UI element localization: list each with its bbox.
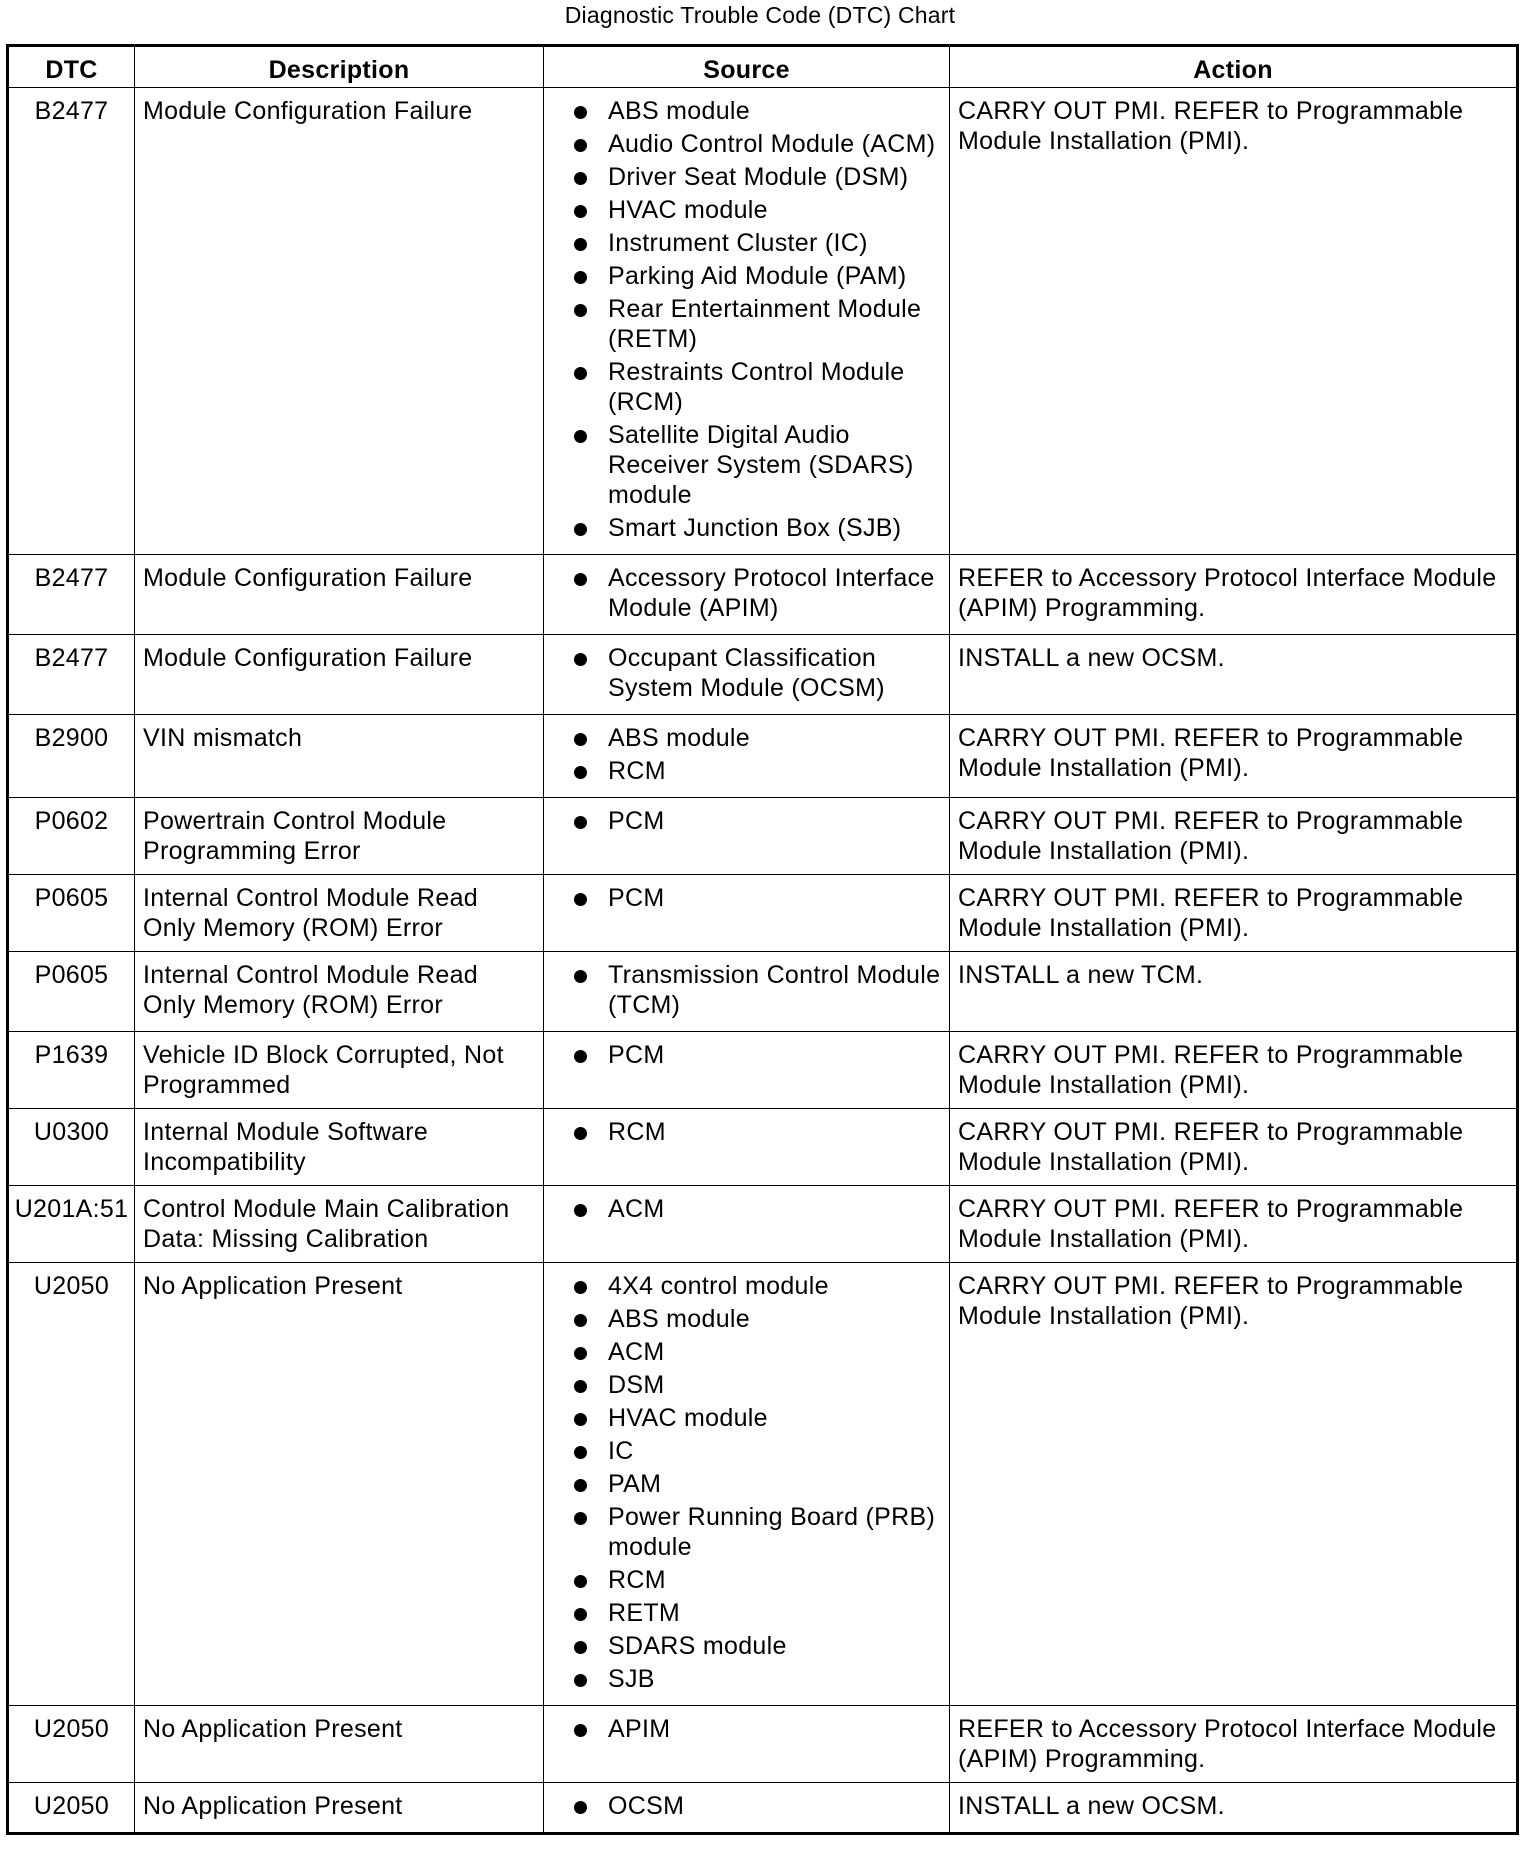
source-list bbox=[552, 960, 941, 1020]
source-cell bbox=[544, 875, 950, 952]
source-cell bbox=[544, 88, 950, 555]
action-cell: CARRY OUT PMI. REFER to Programmable Module Installation (PMI). bbox=[950, 798, 1518, 875]
source-cell bbox=[544, 1109, 950, 1186]
source-list-item: Restraints Control Module (RCM) bbox=[574, 357, 941, 417]
description-cell: No Application Present bbox=[135, 1706, 544, 1783]
dtc-code-cell: B2477 bbox=[8, 88, 135, 555]
dtc-code-cell: U201A:51 bbox=[8, 1186, 135, 1263]
table-row bbox=[8, 1186, 1518, 1263]
source-list-item: PAM bbox=[574, 1469, 941, 1499]
source-list bbox=[552, 1714, 941, 1744]
source-list bbox=[552, 1271, 941, 1694]
header-row bbox=[8, 46, 1518, 88]
source-list-item: 4X4 control module bbox=[574, 1271, 941, 1301]
table-row bbox=[8, 635, 1518, 715]
source-cell bbox=[544, 1706, 950, 1783]
description-cell: Internal Module Software Incompatibility bbox=[135, 1109, 544, 1186]
table-row bbox=[8, 1263, 1518, 1706]
source-list bbox=[552, 1040, 941, 1070]
description-cell: Internal Control Module Read Only Memory (ROM) Error bbox=[135, 952, 544, 1032]
source-list-item: PCM bbox=[574, 883, 941, 913]
dtc-table-body bbox=[8, 88, 1518, 1834]
action-cell: INSTALL a new TCM. bbox=[950, 952, 1518, 1032]
source-list-item: RCM bbox=[574, 756, 941, 786]
source-list-item: RCM bbox=[574, 1565, 941, 1595]
description-cell: Module Configuration Failure bbox=[135, 635, 544, 715]
source-cell bbox=[544, 1032, 950, 1109]
source-list bbox=[552, 723, 941, 786]
action-cell: CARRY OUT PMI. REFER to Programmable Module Installation (PMI). bbox=[950, 715, 1518, 798]
source-list-item: RCM bbox=[574, 1117, 941, 1147]
source-list bbox=[552, 1194, 941, 1224]
source-list-item: SDARS module bbox=[574, 1631, 941, 1661]
source-cell bbox=[544, 715, 950, 798]
column-header-description: Description bbox=[135, 46, 544, 88]
source-list bbox=[552, 883, 941, 913]
table-row bbox=[8, 875, 1518, 952]
description-cell: No Application Present bbox=[135, 1783, 544, 1834]
table-row bbox=[8, 555, 1518, 635]
source-list-item: Occupant Classification System Module (OCSM) bbox=[574, 643, 941, 703]
source-cell bbox=[544, 1783, 950, 1834]
source-list-item: HVAC module bbox=[574, 195, 941, 225]
source-list-item: Transmission Control Module (TCM) bbox=[574, 960, 941, 1020]
table-row bbox=[8, 715, 1518, 798]
source-list-item: IC bbox=[574, 1436, 941, 1466]
source-list-item: HVAC module bbox=[574, 1403, 941, 1433]
dtc-code-cell: U2050 bbox=[8, 1263, 135, 1706]
action-cell: CARRY OUT PMI. REFER to Programmable Module Installation (PMI). bbox=[950, 1032, 1518, 1109]
description-cell: Module Configuration Failure bbox=[135, 555, 544, 635]
source-list-item: APIM bbox=[574, 1714, 941, 1744]
dtc-code-cell: U2050 bbox=[8, 1706, 135, 1783]
description-cell: No Application Present bbox=[135, 1263, 544, 1706]
source-cell bbox=[544, 555, 950, 635]
source-list-item: Satellite Digital Audio Receiver System (SDARS) module bbox=[574, 420, 941, 510]
action-cell: INSTALL a new OCSM. bbox=[950, 635, 1518, 715]
column-header-source: Source bbox=[544, 46, 950, 88]
action-cell: INSTALL a new OCSM. bbox=[950, 1783, 1518, 1834]
source-list bbox=[552, 643, 941, 703]
dtc-code-cell: B2477 bbox=[8, 635, 135, 715]
action-cell: REFER to Accessory Protocol Interface Module (APIM) Programming. bbox=[950, 555, 1518, 635]
dtc-code-cell: B2900 bbox=[8, 715, 135, 798]
table-row bbox=[8, 952, 1518, 1032]
dtc-code-cell: U2050 bbox=[8, 1783, 135, 1834]
action-cell: CARRY OUT PMI. REFER to Programmable Module Installation (PMI). bbox=[950, 1186, 1518, 1263]
column-header-action: Action bbox=[950, 46, 1518, 88]
dtc-code-cell: P0602 bbox=[8, 798, 135, 875]
column-header-dtc: DTC bbox=[8, 46, 135, 88]
source-list-item: PCM bbox=[574, 1040, 941, 1070]
source-list-item: Power Running Board (PRB) module bbox=[574, 1502, 941, 1562]
dtc-code-cell: P1639 bbox=[8, 1032, 135, 1109]
source-list-item: DSM bbox=[574, 1370, 941, 1400]
source-cell bbox=[544, 635, 950, 715]
action-cell: CARRY OUT PMI. REFER to Programmable Module Installation (PMI). bbox=[950, 1109, 1518, 1186]
action-cell: CARRY OUT PMI. REFER to Programmable Module Installation (PMI). bbox=[950, 1263, 1518, 1706]
source-list-item: Parking Aid Module (PAM) bbox=[574, 261, 941, 291]
source-list-item: SJB bbox=[574, 1664, 941, 1694]
table-row bbox=[8, 88, 1518, 555]
source-cell bbox=[544, 952, 950, 1032]
table-row bbox=[8, 1032, 1518, 1109]
action-cell: CARRY OUT PMI. REFER to Programmable Module Installation (PMI). bbox=[950, 88, 1518, 555]
source-list-item: ABS module bbox=[574, 723, 941, 753]
source-list-item: ACM bbox=[574, 1194, 941, 1224]
table-row bbox=[8, 1109, 1518, 1186]
source-list bbox=[552, 96, 941, 543]
description-cell: VIN mismatch bbox=[135, 715, 544, 798]
source-list-item: Driver Seat Module (DSM) bbox=[574, 162, 941, 192]
description-cell: Internal Control Module Read Only Memory (ROM) Error bbox=[135, 875, 544, 952]
table-row bbox=[8, 1783, 1518, 1834]
source-list-item: Rear Entertainment Module (RETM) bbox=[574, 294, 941, 354]
source-cell bbox=[544, 798, 950, 875]
source-list-item: Accessory Protocol Interface Module (APIM) bbox=[574, 563, 941, 623]
table-caption: Diagnostic Trouble Code (DTC) Chart bbox=[564, 2, 956, 28]
description-cell: Powertrain Control Module Programming Error bbox=[135, 798, 544, 875]
source-list bbox=[552, 1791, 941, 1821]
source-cell bbox=[544, 1263, 950, 1706]
source-list-item: ACM bbox=[574, 1337, 941, 1367]
dtc-code-cell: P0605 bbox=[8, 952, 135, 1032]
description-cell: Control Module Main Calibration Data: Missing Calibration bbox=[135, 1186, 544, 1263]
dtc-table bbox=[6, 44, 1519, 1835]
source-cell bbox=[544, 1186, 950, 1263]
action-cell: CARRY OUT PMI. REFER to Programmable Module Installation (PMI). bbox=[950, 875, 1518, 952]
dtc-code-cell: B2477 bbox=[8, 555, 135, 635]
source-list-item: OCSM bbox=[574, 1791, 941, 1821]
source-list bbox=[552, 563, 941, 623]
dtc-code-cell: U0300 bbox=[8, 1109, 135, 1186]
source-list-item: Instrument Cluster (IC) bbox=[574, 228, 941, 258]
source-list bbox=[552, 806, 941, 836]
source-list-item: ABS module bbox=[574, 1304, 941, 1334]
description-cell: Vehicle ID Block Corrupted, Not Programmed bbox=[135, 1032, 544, 1109]
dtc-code-cell: P0605 bbox=[8, 875, 135, 952]
description-cell: Module Configuration Failure bbox=[135, 88, 544, 555]
source-list-item: RETM bbox=[574, 1598, 941, 1628]
source-list-item: ABS module bbox=[574, 96, 941, 126]
table-row bbox=[8, 1706, 1518, 1783]
source-list-item: Smart Junction Box (SJB) bbox=[574, 513, 941, 543]
source-list-item: Audio Control Module (ACM) bbox=[574, 129, 941, 159]
source-list-item: PCM bbox=[574, 806, 941, 836]
action-cell: REFER to Accessory Protocol Interface Module (APIM) Programming. bbox=[950, 1706, 1518, 1783]
source-list bbox=[552, 1117, 941, 1147]
table-row bbox=[8, 798, 1518, 875]
